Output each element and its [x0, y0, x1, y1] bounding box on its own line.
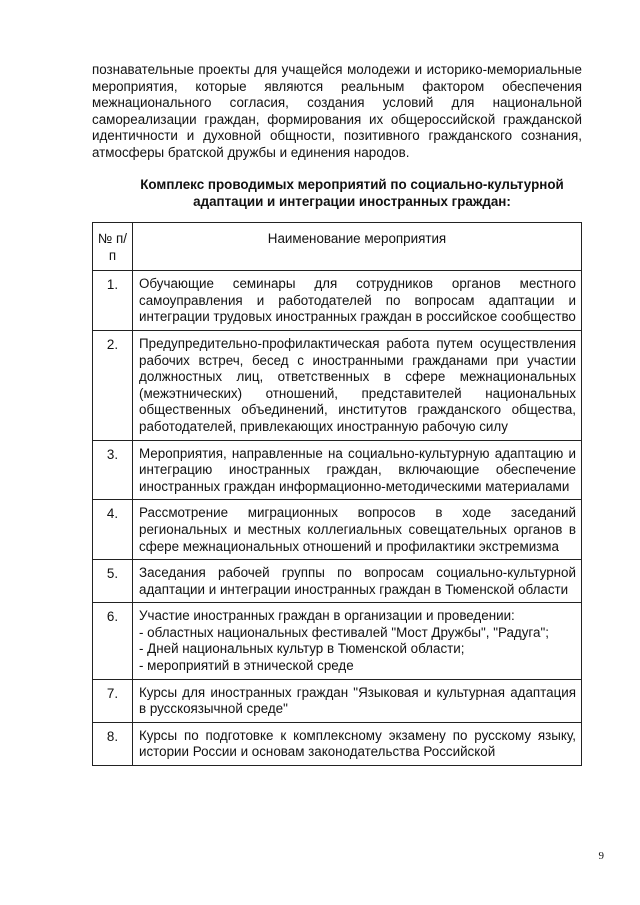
row-text: Курсы для иностранных граждан "Языковая и культурная адаптация в русскоязычной среде" [133, 679, 582, 722]
row-subitem: - областных национальных фестивалей "Мост Дружбы", "Радуга"; [139, 624, 549, 640]
row-text-with-list [133, 603, 582, 679]
section-heading-line-1: Комплекс проводимых мероприятий по социально-культурной [140, 177, 564, 192]
row-text: Мероприятия, направленные на социально-культурную адаптацию и интеграцию иностранных граждан, включающие обеспечение иностранных граждан информационно-методическими материалами [133, 440, 582, 500]
table-row [93, 440, 582, 500]
column-header-name: Наименование мероприятия [133, 223, 582, 271]
table-header-row [93, 223, 582, 271]
table-row [93, 603, 582, 679]
table-row [93, 560, 582, 603]
table-row [93, 722, 582, 765]
row-number: 1. [93, 271, 133, 331]
row-text: Участие иностранных граждан в организации и проведении: [139, 608, 515, 624]
section-heading [92, 176, 612, 210]
table-row [93, 500, 582, 560]
row-text: Предупредительно-профилактическая работа путем осуществления рабочих встреч, бесед с иностранными гражданами при участии должностных лиц, ответственных в сфере межнациональных (межэтнических) отношений, представителей национальных общественных объединений, институтов гражданского общества, работодателей, привлекающих иностранную рабочую силу [133, 330, 582, 440]
row-number: 4. [93, 500, 133, 560]
table-row [93, 679, 582, 722]
intro-paragraph: познавательные проекты для учащейся молодежи и историко-мемориальные мероприятия, которые являются реальным фактором обеспечения межнационального согласия, создания условий для национальной самореализации граждан, формирования их общероссийской гражданской идентичности и духовной общности, позитивного гражданского сознания, атмосферы братской дружбы и единения народов. [92, 62, 582, 160]
row-text: Обучающие семинары для сотрудников органов местного самоуправления и работодателей по вопросам адаптации и интеграции трудовых иностранных граждан в российское сообщество [133, 271, 582, 331]
row-text: Заседания рабочей группы по вопросам социально-культурной адаптации и интеграции иностранных граждан в Тюменской области [133, 560, 582, 603]
row-number: 2. [93, 330, 133, 440]
table-row [93, 330, 582, 440]
row-number: 7. [93, 679, 133, 722]
row-number: 3. [93, 440, 133, 500]
section-heading-line-2: адаптации и интеграции иностранных граждан: [193, 194, 511, 209]
page-number: 9 [598, 850, 604, 862]
row-subitem: - Дней национальных культур в Тюменской области; [139, 641, 465, 657]
row-text: Курсы по подготовке к комплексному экзамену по русскому языку, истории России и основам законодательства Российской [133, 722, 582, 765]
row-text: Рассмотрение миграционных вопросов в ходе заседаний региональных и местных коллегиальных совещательных органов в сфере межнациональных отношений и профилактики экстремизма [133, 500, 582, 560]
row-number: 6. [93, 603, 133, 679]
column-header-number: № п/п [93, 223, 133, 271]
events-table [92, 222, 582, 766]
row-subitem: - мероприятий в этнической среде [139, 658, 354, 674]
row-number: 5. [93, 560, 133, 603]
table-row [93, 271, 582, 331]
row-number: 8. [93, 722, 133, 765]
